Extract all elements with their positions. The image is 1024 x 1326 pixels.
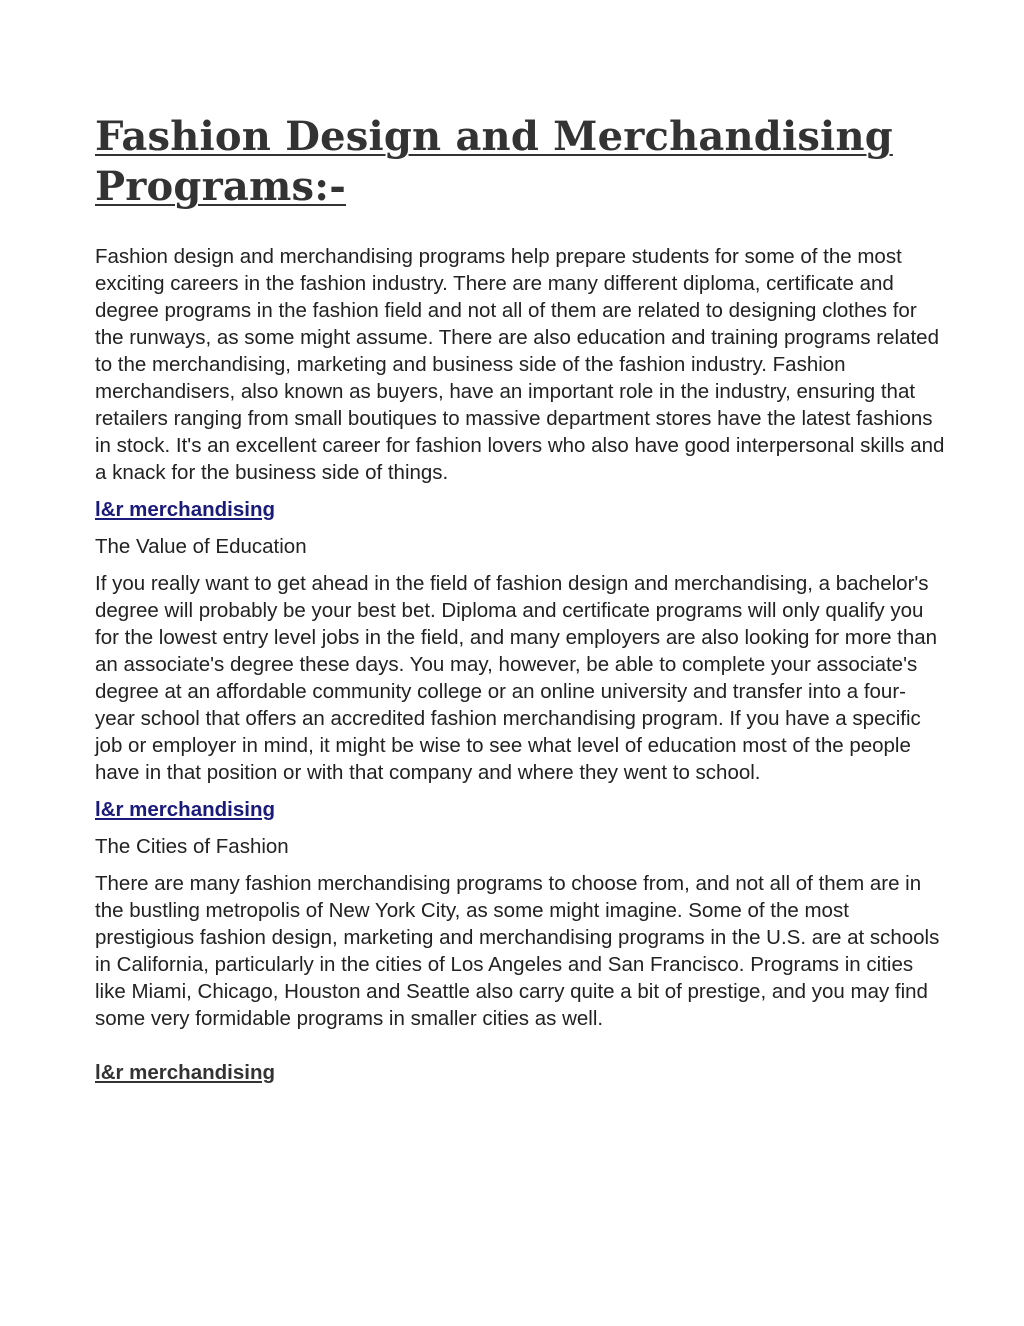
cities-paragraph: There are many fashion merchandising programs to choose from, and not all of them are in the bustling metropolis of New York City, as some might imagine. Some of the most prestigious fashion design, marketing and merchandising programs in the U.S. are at schools in California, particularly in the cities of Los Angeles and San Francisco. Programs in cities like Miami, Chicago, Houston and Seattle also carry quite a bit of prestige, and you may find some very formidable programs in smaller cities as well. [95,872,940,1030]
page-title-line-1: Fashion Design and Merchandising [95,113,893,160]
page-title [95,112,945,212]
education-paragraph: If you really want to get ahead in the field of fashion design and merchandising, a bachelor's degree will probably be your best bet. Diploma and certificate programs will only qualify you for the lowest entry level jobs in the field, and many employers are also looking for more than an associate's degree these days. You may, however, be able to complete your associate's degree at an affordable community college or an online university and transfer into a four-year school that offers an accredited fashion merchandising program. If you have a specific job or employer in mind, it might be wise to see what level of education most of the people have in that position or with that company and where they went to school. [95,572,938,784]
intro-paragraph: Fashion design and merchandising programs help prepare students for some of the most exciting careers in the fashion industry. There are many different diploma, certificate and degree programs in the fashion field and not all of them are related to designing clothes for the runways, as some might assume. There are also education and training programs related to the merchandising, marketing and business side of the fashion industry. Fashion merchandisers, also known as buyers, have an important role in the industry, ensuring that retailers ranging from small boutiques to massive department stores have the latest fashions in stock. It's an excellent career for fashion lovers who also have good interpersonal skills and a knack for the business side of things. [95,245,945,484]
merchandising-link-1[interactable]: l&r merchandising [95,498,275,521]
section-heading-cities-of-fashion: The Cities of Fashion [95,835,289,858]
merchandising-link-3[interactable]: l&r merchandising [95,1061,275,1084]
merchandising-link-2[interactable]: l&r merchandising [95,798,275,821]
page-title-line-2: Programs:- [95,163,347,210]
document-page [95,112,945,1086]
section-heading-value-of-education: The Value of Education [95,535,307,558]
